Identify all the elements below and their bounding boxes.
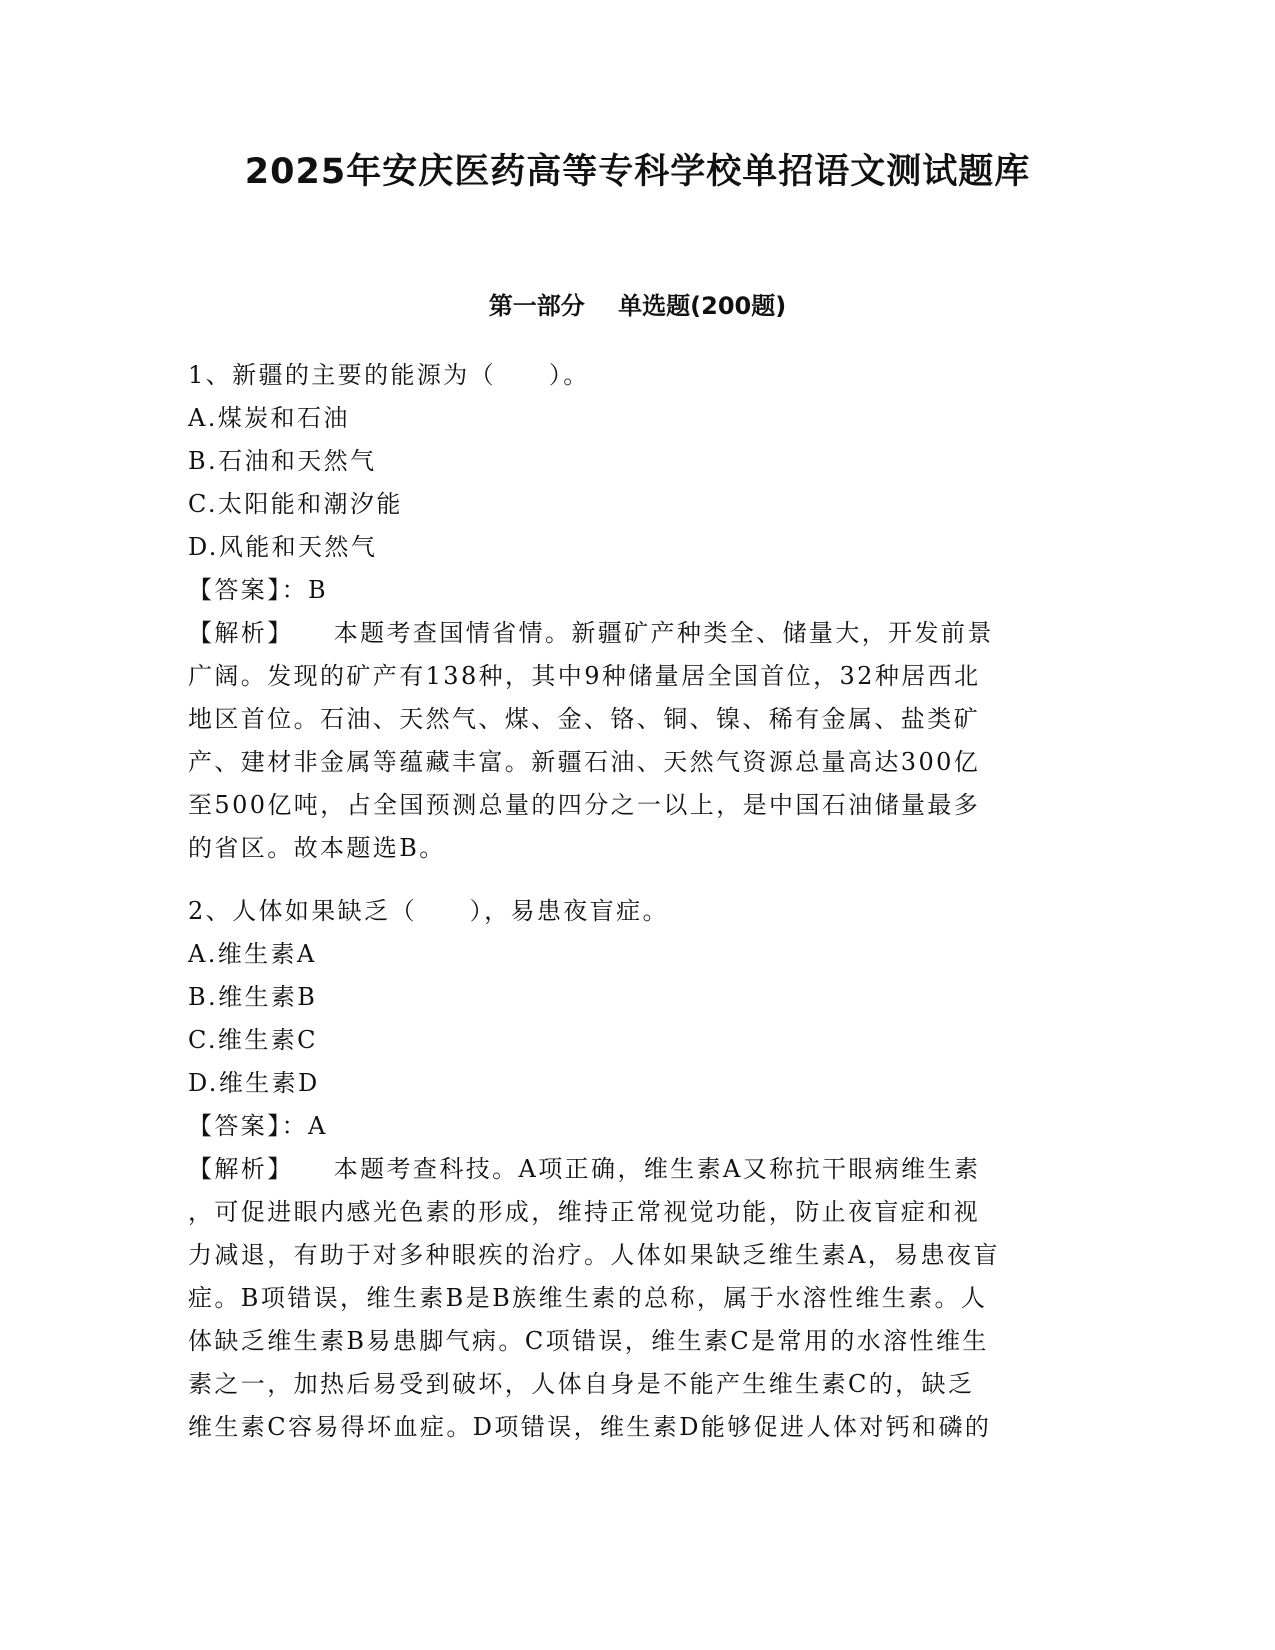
answer-value: A xyxy=(308,1112,328,1140)
analysis-label: 【解析】 xyxy=(188,619,294,647)
analysis-text: 的省区。故本题选B。 xyxy=(188,834,446,862)
question-stem: 1、新疆的主要的能源为（ ）。 xyxy=(188,361,590,389)
option-d: D.风能和天然气 xyxy=(188,533,378,561)
option-a: A.维生素A xyxy=(188,940,317,968)
analysis-text: 至500亿吨，占全国预测总量的四分之一以上，是中国石油储量最多 xyxy=(188,791,981,819)
document-title: 2025年安庆医药高等专科学校单招语文测试题库 xyxy=(244,152,1031,192)
option-c: C.太阳能和潮汐能 xyxy=(188,490,403,518)
answer-row xyxy=(188,1105,1088,1148)
analysis-text: 体缺乏维生素B易患脚气病。C项错误，维生素C是常用的水溶性维生 xyxy=(188,1327,989,1355)
analysis-text: 本题考查国情省情。新疆矿产种类全、储量大，开发前景 xyxy=(293,619,994,647)
section-title: 第一部分 单选题(200题) xyxy=(488,292,787,320)
analysis-text: 症。B项错误，维生素B是B族维生素的总称，属于水溶性维生素。人 xyxy=(188,1284,988,1312)
analysis-text: 力减退，有助于对多种眼疾的治疗。人体如果缺乏维生素A，易患夜盲 xyxy=(188,1241,1000,1269)
question-list xyxy=(188,354,1088,1469)
option-d: D.维生素D xyxy=(188,1069,320,1097)
analysis-label: 【解析】 xyxy=(188,1155,294,1183)
answer-row xyxy=(188,569,1088,612)
answer-label: 【答案】： xyxy=(188,576,308,604)
analysis-text: 素之一，加热后易受到破坏，人体自身是不能产生维生素C的，缺乏 xyxy=(188,1370,975,1398)
analysis-text: 广阔。发现的矿产有138种，其中9种储量居全国首位，32种居西北 xyxy=(188,662,981,690)
question-1 xyxy=(188,354,1088,870)
option-b: B.维生素B xyxy=(188,983,318,1011)
option-b: B.石油和天然气 xyxy=(188,447,377,475)
analysis-text: 产、建材非金属等蕴藏丰富。新疆石油、天然气资源总量高达300亿 xyxy=(188,748,981,776)
analysis xyxy=(188,1148,1088,1449)
answer-value: B xyxy=(308,576,329,604)
analysis-text: ，可促进眼内感光色素的形成，维持正常视觉功能，防止夜盲症和视 xyxy=(188,1198,980,1226)
analysis-first-line xyxy=(188,1148,1088,1191)
answer-label: 【答案】： xyxy=(188,1112,308,1140)
analysis-text: 本题考查科技。A项正确，维生素A又称抗干眼病维生素 xyxy=(293,1155,981,1183)
analysis-text: 地区首位。石油、天然气、煤、金、铬、铜、镍、稀有金属、盐类矿 xyxy=(188,705,980,733)
analysis-text: 维生素C容易得坏血症。D项错误，维生素D能够促进人体对钙和磷的 xyxy=(188,1413,992,1441)
option-c: C.维生素C xyxy=(188,1026,318,1054)
question-2 xyxy=(188,890,1088,1449)
analysis-first-line xyxy=(188,612,1088,655)
analysis xyxy=(188,612,1088,870)
option-a: A.煤炭和石油 xyxy=(188,404,350,432)
question-stem: 2、人体如果缺乏（ ），易患夜盲症。 xyxy=(188,897,669,925)
